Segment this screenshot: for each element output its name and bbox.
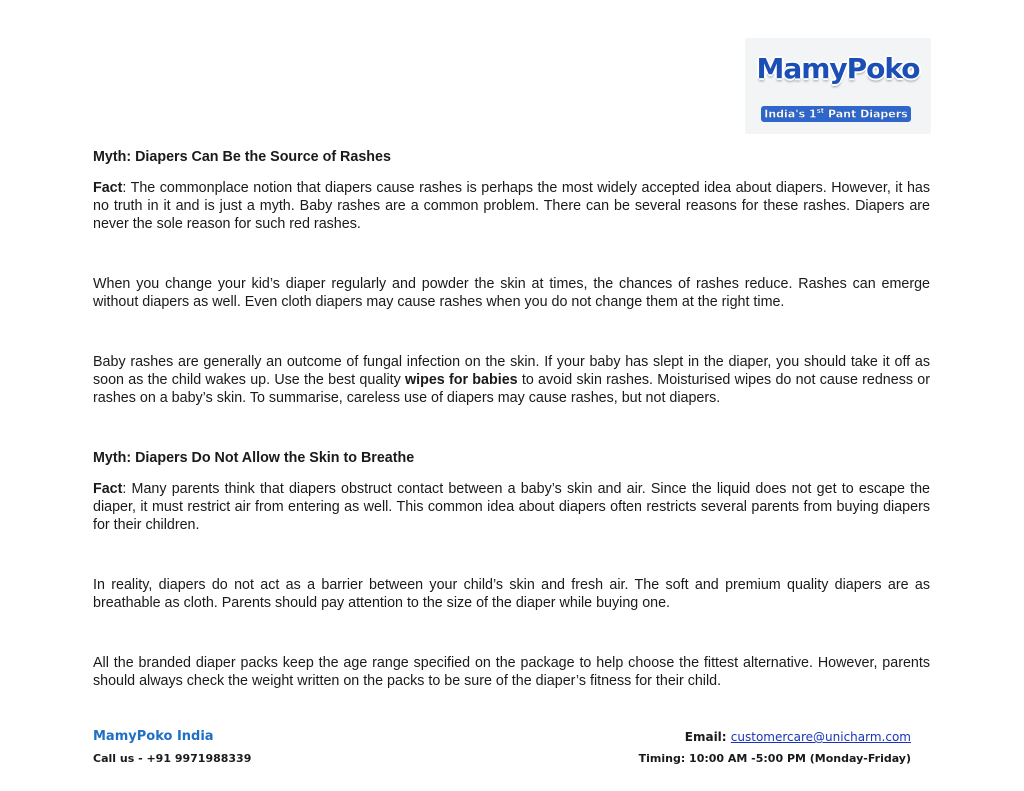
logo-tagline [761, 106, 911, 122]
footer-email [639, 728, 911, 746]
footer-support [639, 728, 911, 768]
fact-label: Fact [93, 481, 123, 497]
logo-wordmark: MamyPoko [756, 52, 920, 85]
footer-brand: MamyPoko India [93, 729, 214, 744]
tagline-text-end: Pant Diapers [824, 107, 908, 121]
fact-paragraph-rashes [93, 179, 930, 233]
tagline-sup: st [816, 107, 825, 115]
footer-contact [93, 728, 251, 768]
para-text-end: to avoid skin rashes. Moisturised wipes do not cause redness or rashes on a baby’s skin. To summarise, careless use of diapers may cause rashes, but not diapers. [93, 372, 930, 406]
email-label: Email: [684, 730, 731, 744]
footer-phone: Call us - +91 9971988339 [93, 752, 252, 765]
section-heading-breathe: Myth: Diapers Do Not Allow the Skin to Breathe [93, 450, 415, 466]
paragraph-breathe-2: In reality, diapers do not act as a barrier between your child’s skin and fresh air. The soft and premium quality diapers are as breathable as cloth. Parents should pay attention to the size of the diaper while buying one. [93, 577, 930, 611]
article-body [93, 148, 930, 690]
mamypoko-logo [745, 38, 931, 134]
fact-text: : Many parents think that diapers obstruct contact between a baby’s skin and air. Since the liquid does not get to escape the diaper, it must restrict air from entering as well. This common idea about diapers often restricts several parents from buying diapers for their children. [93, 481, 930, 533]
paragraph-rashes-2: When you change your kid’s diaper regularly and powder the skin at times, the chances of rashes reduce. Rashes can emerge without diapers as well. Even cloth diapers may cause rashes when you do not change them at the right time. [93, 276, 930, 310]
wipes-for-babies-link[interactable]: wipes for babies [405, 372, 518, 388]
email-link[interactable]: customercare@unicharm.com [730, 730, 911, 744]
section-heading-rashes: Myth: Diapers Can Be the Source of Rashes [93, 149, 391, 165]
paragraph-rashes-3 [93, 353, 930, 407]
footer-timing: Timing: 10:00 AM -5:00 PM (Monday-Friday) [638, 752, 911, 765]
para-text: Baby rashes are generally an outcome of fungal infection on the skin. If your baby has slept in the diaper, you should take it off as soon as the child wakes up. Use the best quality [93, 354, 930, 388]
fact-text: : The commonplace notion that diapers cause rashes is perhaps the most widely accepted idea about diapers. However, it has no truth in it and is just a myth. Baby rashes are a common problem. There can be several reasons for these rashes. Diapers are never the sole reason for such red rashes. [93, 180, 930, 232]
fact-label: Fact [93, 180, 123, 196]
paragraph-breathe-3: All the branded diaper packs keep the age range specified on the package to help choose the fittest alternative. However, parents should always check the weight written on the packs to be sure of the diaper’s fitness for their child. [93, 655, 930, 689]
fact-paragraph-breathe [93, 480, 930, 534]
tagline-text: India's 1 [764, 107, 817, 121]
